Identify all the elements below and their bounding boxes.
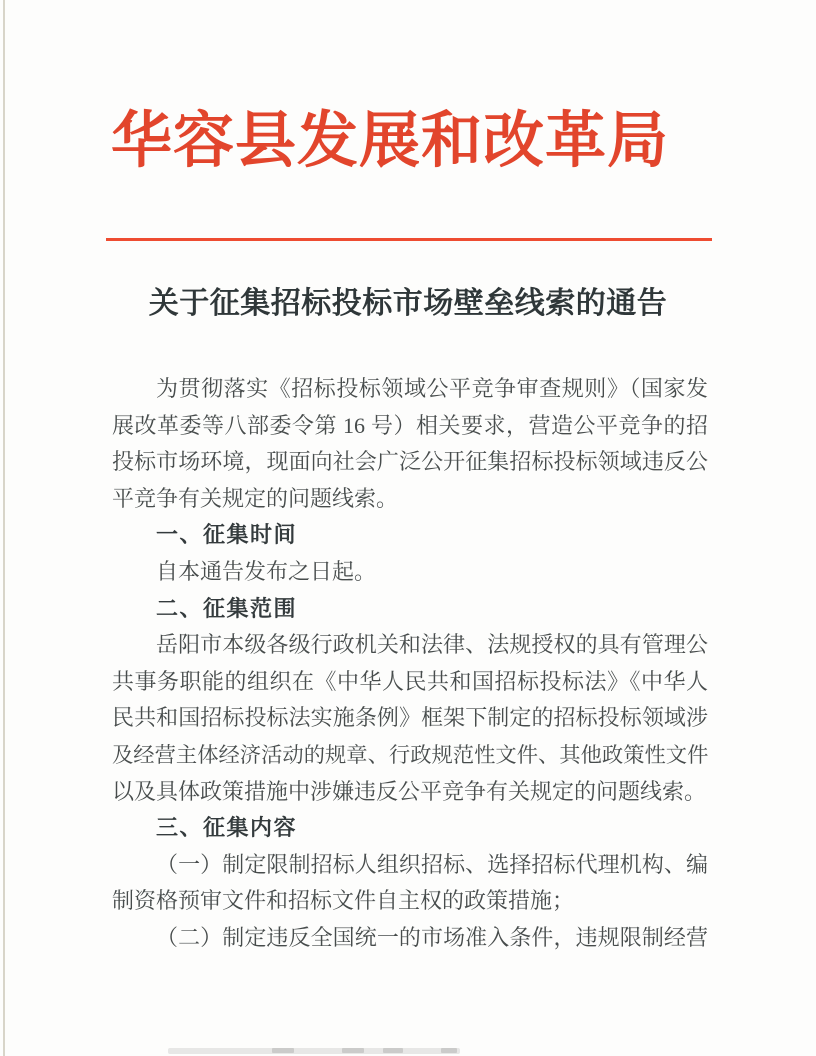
- body-line: 为贯彻落实《招标投标领域公平竞争审查规则》（国家发: [156, 376, 708, 401]
- body-line: （一）制定限制招标人组织招标、选择招标代理机构、编: [156, 851, 708, 877]
- body-line: （二）制定违反全国统一的市场准入条件，违规限制经营: [156, 924, 708, 950]
- section-heading-collection-time: 一、征集时间: [156, 522, 298, 548]
- body-line: 以及具体政策措施中涉嫌违反公平竞争有关规定的问题线索。: [112, 778, 707, 804]
- next-page-showthrough: [168, 1048, 460, 1054]
- section-heading-collection-content: 三、征集内容: [156, 815, 298, 841]
- body-line: 共事务职能的组织在《中华人民共和国招标投标法》《中华人: [112, 668, 708, 694]
- body-line: 岳阳市本级各级行政机关和法律、法规授权的具有管理公: [156, 632, 708, 658]
- issuing-org-name: 华容县发展和改革局: [110, 108, 669, 175]
- body-line: 投标市场环境，现面向社会广泛公开征集招标投标领域违反公: [112, 449, 708, 475]
- notice-body: [112, 371, 708, 957]
- body-line: 平竞争有关规定的问题线索。: [112, 485, 399, 511]
- body-line: 展改革委等八部委令第 16 号）相关要求，营造公平竞争的招: [112, 412, 708, 438]
- body-line: 自本通告发布之日起。: [156, 558, 377, 584]
- body-line: 制资格预审文件和招标文件自主权的政策措施；: [112, 888, 575, 914]
- letterhead-divider-line: [106, 238, 712, 241]
- body-line: 民共和国招标投标法实施条例》框架下制定的招标投标领域涉: [112, 705, 708, 731]
- letterhead: [0, 108, 780, 175]
- notice-title: 关于征集招标投标市场壁垒线索的通告: [148, 287, 668, 320]
- section-heading-collection-scope: 二、征集范围: [156, 595, 298, 621]
- body-line: 及经营主体经济活动的规章、行政规范性文件、其他政策性文件: [112, 742, 708, 767]
